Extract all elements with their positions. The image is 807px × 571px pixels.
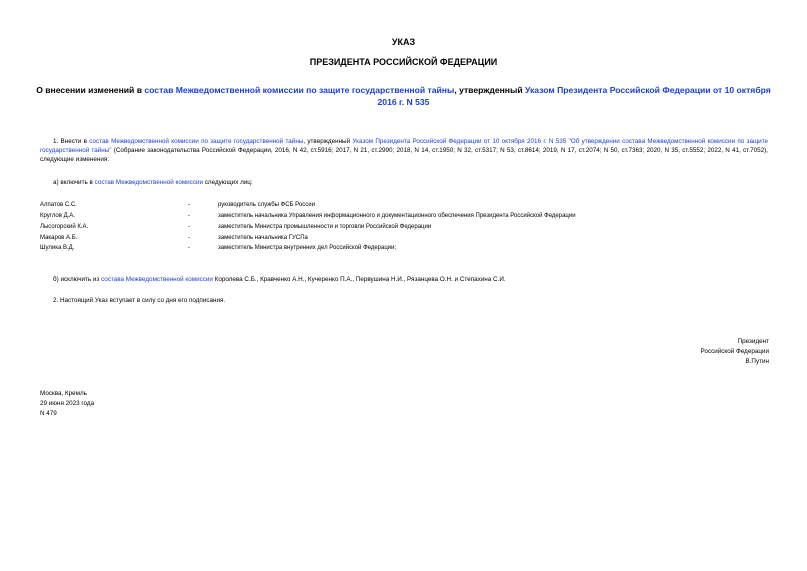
subject-middle: , утвержденный [454, 85, 525, 95]
para1-prefix: 1. Внести в [53, 138, 90, 145]
member-row [40, 235, 780, 245]
place-date-block [40, 389, 94, 419]
member-position: заместитель Министра промышленности и торговли Российской Федерации [218, 224, 432, 230]
signature-country: Российской Федерации [700, 348, 769, 355]
member-name: Алпатов С.С. [40, 202, 77, 208]
member-row [40, 245, 780, 255]
subject-link-decree[interactable]: Указом Президента Российской Федерации от 10 октября 2016 г. N 535 [377, 85, 771, 107]
member-name: Лысогорский К.А. [40, 224, 89, 230]
para-b-link-commission[interactable]: состава Межведомственной комиссии [101, 276, 213, 283]
paragraph-1 [40, 137, 768, 164]
member-position: руководитель службы ФСБ России [218, 202, 315, 208]
signature-block [701, 337, 769, 367]
para1-link-commission[interactable]: состав Межведомственной комиссии по защите государственной тайны [89, 138, 304, 145]
member-dash: - [188, 213, 190, 219]
signing-date: 29 июня 2023 года [40, 400, 95, 407]
signing-place: Москва, Кремль [40, 390, 87, 397]
para-a-link-commission[interactable]: состав Межведомственной комиссии [94, 179, 204, 186]
member-dash: - [188, 235, 190, 241]
para-a-prefix: а) включить в [53, 179, 95, 186]
member-name: Шулика В.Д. [40, 245, 75, 251]
paragraph-b [53, 275, 768, 284]
subject-link-commission[interactable]: состав Межведомственной комиссии по защите государственной тайны [144, 85, 455, 95]
member-position: заместитель Министра внутренних дел Российской Федерации; [218, 245, 397, 251]
subject-prefix: О внесении изменений в [36, 85, 145, 95]
member-dash: - [188, 202, 190, 208]
member-dash: - [188, 224, 190, 230]
member-position: заместитель начальника Управления информационного и документационного обеспечения Президента Российской Федерации [218, 213, 576, 219]
para-a-suffix: следующих лиц: [203, 179, 253, 186]
member-name: Круглов Д.А. [40, 213, 75, 219]
member-position: заместитель начальника ГУСПа [218, 235, 308, 241]
para1-suffix: (Собрание законодательства Российской Федерации, 2016, N 42, ст.5916; 2017, N 21, ст.2990; 2018, N 14, ст.1950; N 32, ст.5317; N 53, ст.8614; 2019, N 17, ст.2074; N 50, ст.7363; 2020, N 35, ст.5552; 2022, N 41, ст.7052), следующие изменения: [40, 147, 768, 163]
member-dash: - [188, 245, 190, 251]
signature-title: Президент [737, 338, 769, 345]
document-subject [36, 84, 771, 108]
paragraph-2: 2. Настоящий Указ вступает в силу со дня его подписания. [53, 297, 226, 304]
document-issuer: ПРЕЗИДЕНТА РОССИЙСКОЙ ФЕДЕРАЦИИ [309, 57, 498, 67]
signature-name: В.Путин [745, 358, 769, 365]
member-row [40, 202, 780, 212]
member-row [40, 213, 780, 223]
paragraph-a [53, 178, 753, 187]
document-title: УКАЗ [391, 37, 416, 47]
document-number: N 479 [40, 410, 57, 417]
para-b-suffix: Королева С.Б., Кравченко А.Н., Кучеренко П.А., Первушина Н.И., Рязанцева О.Н. и Степахина С.И. [212, 276, 506, 283]
para1-link-decree[interactable]: Указом Президента Российской Федерации от 10 октября 2016 г. N 535 "Об утверждении состава Межведомственной комиссии по защите государственной тайны" [40, 138, 769, 154]
member-name: Макаров А.Б. [40, 235, 78, 241]
member-row [40, 224, 780, 234]
para1-middle: , утвержденный [303, 138, 353, 145]
para-b-prefix: б) исключить из [53, 276, 102, 283]
